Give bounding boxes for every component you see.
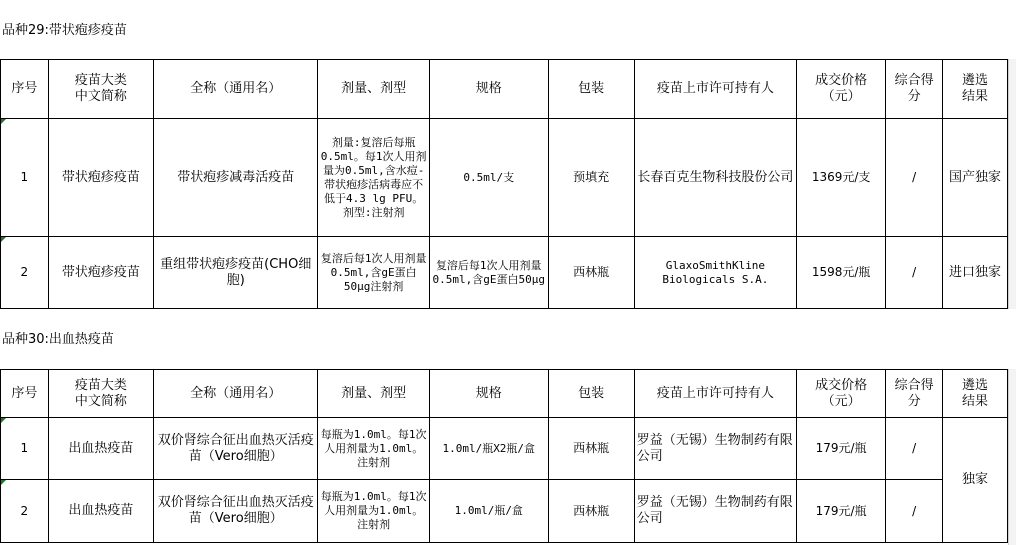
cell-score: / <box>886 237 943 309</box>
table-row <box>1 480 1008 543</box>
cell-package: 西林瓶 <box>548 237 634 309</box>
cell-category: 带状疱疹疫苗 <box>48 237 153 309</box>
header-row <box>1 370 1008 418</box>
header-cell-holder: 疫苗上市许可持有人 <box>634 370 796 418</box>
cell-seq-text: 2 <box>20 265 29 279</box>
cell-result: 国产独家 <box>943 119 1008 237</box>
header-category-text: 疫苗大类 中文简称 <box>74 377 127 409</box>
cell-marker <box>1 418 6 423</box>
cell-result: 进口独家 <box>943 237 1008 309</box>
cell-marker <box>1 119 6 124</box>
header-cell-price <box>797 60 886 119</box>
cell-dosage-form: 每瓶为1.0ml。每1次人用剂量为1.0ml。注射剂 <box>318 418 430 480</box>
table-variety-30 <box>0 369 1008 543</box>
cell-category: 出血热疫苗 <box>48 480 153 543</box>
sheet-right-edge <box>1008 369 1016 545</box>
cell-spec: 1.0ml/瓶/盒 <box>429 480 548 543</box>
header-cell-seq: 序号 <box>1 370 49 418</box>
table-row <box>1 418 1008 480</box>
cell-marker <box>1 237 6 242</box>
cell-spec: 0.5ml/支 <box>429 119 548 237</box>
header-cell-spec: 规格 <box>429 60 548 119</box>
header-category-text: 疫苗大类 中文简称 <box>74 73 127 104</box>
cell-seq <box>1 480 49 543</box>
cell-package: 西林瓶 <box>548 480 634 543</box>
header-result-text: 遴选 结果 <box>962 377 989 409</box>
cell-holder: 罗益（无锡）生物制药有限公司 <box>634 418 796 480</box>
header-price-text: 成交价格 （元） <box>815 377 868 409</box>
header-cell-dosage: 剂量、剂型 <box>318 370 430 418</box>
header-cell-category <box>48 370 153 418</box>
cell-price: 1598元/瓶 <box>797 237 886 309</box>
header-cell-price <box>797 370 886 418</box>
cell-dosage-form: 复溶后每1次人用剂量0.5ml,含gE蛋白50μg注射剂 <box>318 237 430 309</box>
header-cell-dosage: 剂量、剂型 <box>318 60 430 119</box>
cell-seq-text: 1 <box>20 170 29 184</box>
header-cell-full-name: 全称（通用名） <box>154 370 318 418</box>
cell-package: 西林瓶 <box>548 418 634 480</box>
cell-category: 出血热疫苗 <box>48 418 153 480</box>
table-variety-29 <box>0 59 1008 309</box>
cell-holder: 长春百克生物科技股份公司 <box>634 119 796 237</box>
cell-spec: 复溶后每1次人用剂量0.5ml,含gE蛋白50μg <box>429 237 548 309</box>
header-result-text: 遴选 结果 <box>962 73 989 104</box>
cell-full-name: 重组带状疱疹疫苗(CHO细胞) <box>154 237 318 309</box>
cell-marker <box>1 480 6 485</box>
section-title-29: 品种29:带状疱疹疫苗 <box>2 23 127 38</box>
header-cell-result <box>943 60 1008 119</box>
cell-price: 179元/瓶 <box>797 480 886 543</box>
cell-holder: GlaxoSmithKline Biologicals S.A. <box>634 237 796 309</box>
cell-full-name: 双价肾综合征出血热灭活疫苗（Vero细胞） <box>154 480 318 543</box>
cell-result-merged: 独家 <box>943 418 1008 543</box>
cell-price: 179元/瓶 <box>797 418 886 480</box>
header-cell-seq: 序号 <box>1 60 49 119</box>
cell-dosage-form: 每瓶为1.0ml。每1次人用剂量为1.0ml。注射剂 <box>318 480 430 543</box>
cell-spec: 1.0ml/瓶X2瓶/盒 <box>429 418 548 480</box>
cell-seq-text: 1 <box>20 441 29 455</box>
sheet-right-edge <box>1008 59 1016 309</box>
table-row <box>1 119 1008 237</box>
cell-score: / <box>886 480 943 543</box>
header-row <box>1 60 1008 119</box>
header-cell-spec: 规格 <box>429 370 548 418</box>
cell-category: 带状疱疹疫苗 <box>48 119 153 237</box>
cell-seq <box>1 119 49 237</box>
header-price-text: 成交价格 （元） <box>815 73 868 104</box>
cell-seq <box>1 418 49 480</box>
header-cell-result <box>943 370 1008 418</box>
cell-full-name: 双价肾综合征出血热灭活疫苗（Vero细胞） <box>154 418 318 480</box>
cell-package: 预填充 <box>548 119 634 237</box>
header-cell-holder: 疫苗上市许可持有人 <box>634 60 796 119</box>
cell-score: / <box>886 119 943 237</box>
header-cell-package: 包装 <box>548 60 634 119</box>
cell-price: 1369元/支 <box>797 119 886 237</box>
cell-dosage-form: 剂量:复溶后每瓶0.5ml。每1次人用剂量为0.5ml,含水痘-带状疱疹活病毒应不低于4.3 lg PFU。剂型:注射剂 <box>318 119 430 237</box>
header-cell-score: 综合得分 <box>886 60 943 119</box>
cell-holder: 罗益（无锡）生物制药有限公司 <box>634 480 796 543</box>
cell-full-name: 带状疱疹减毒活疫苗 <box>154 119 318 237</box>
header-cell-category <box>48 60 153 119</box>
section-title-30: 品种30:出血热疫苗 <box>2 332 114 347</box>
table-row <box>1 237 1008 309</box>
header-cell-score: 综合得分 <box>886 370 943 418</box>
cell-seq <box>1 237 49 309</box>
cell-seq-text: 2 <box>20 503 29 518</box>
header-cell-full-name: 全称（通用名） <box>154 60 318 119</box>
header-cell-package: 包装 <box>548 370 634 418</box>
cell-score: / <box>886 418 943 480</box>
